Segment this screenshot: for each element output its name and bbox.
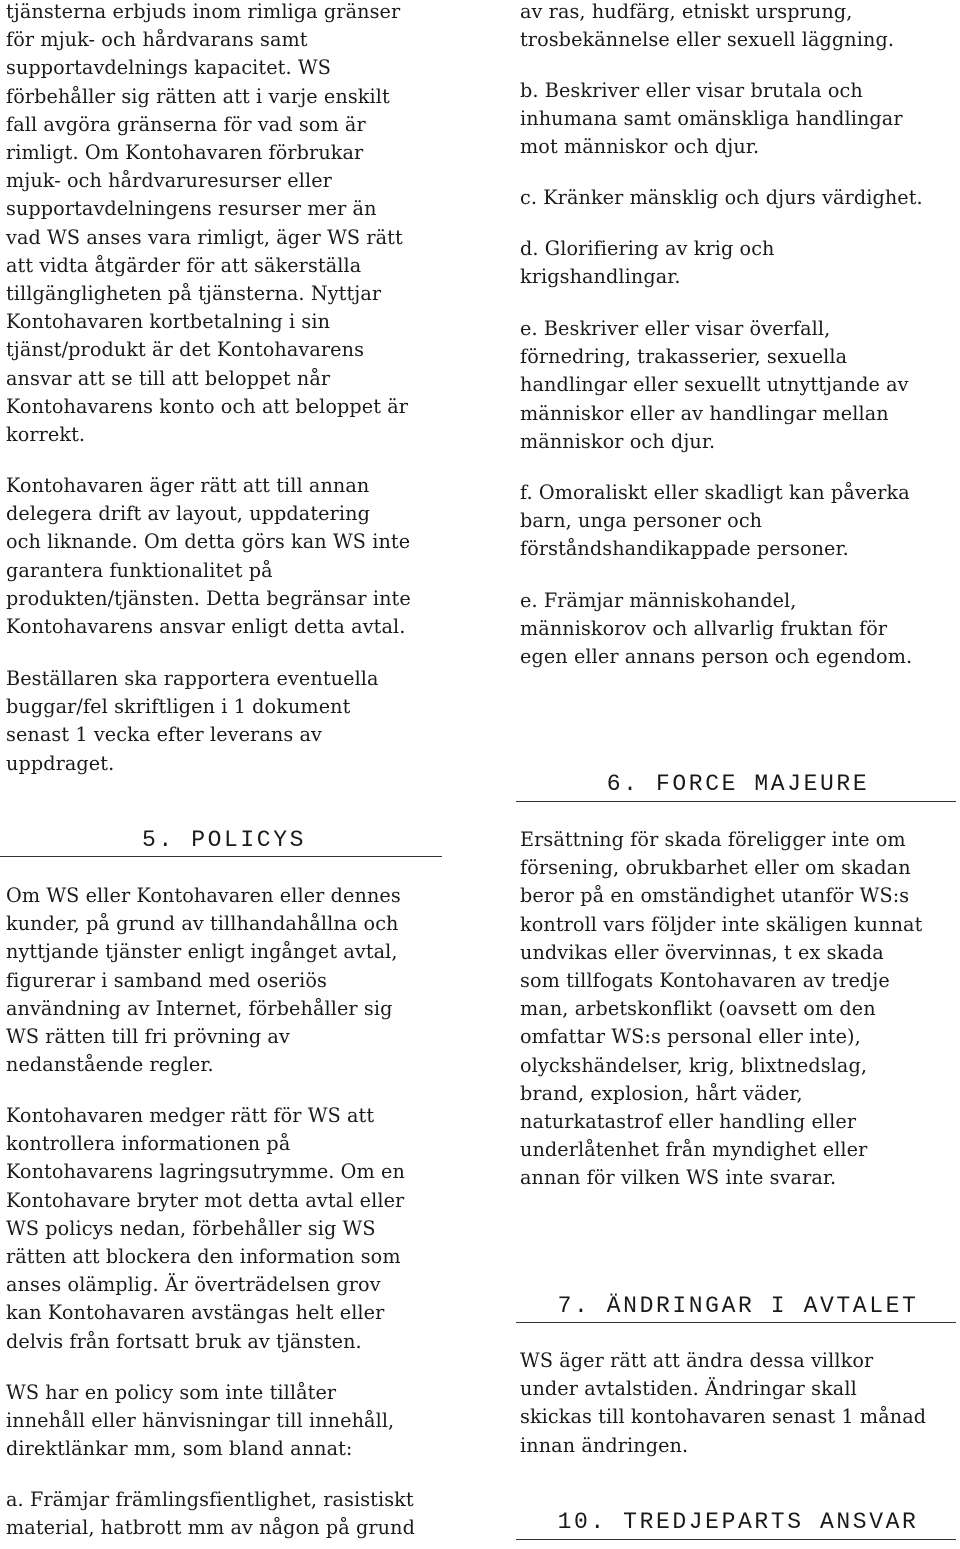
list-item-a-continued: av ras, hudfärg, etniskt ursprung, trosbekännelse eller sexuell läggning. [520, 0, 895, 52]
paragraph-resource-limits: tjänsterna erbjuds inom rimliga gränser för mjuk- och hårdvarans samt supportavdelnings kapacitet. WS förbehåller sig rätten att i varje enskilt fall avgöra gränserna för vad som är rimligt. Om Kontohavaren förbrukar mjuk- och hårdvaruresurser eller supportavdelningens resurser mer än vad WS anses vara rimligt, äger WS rätt att vidta åtgärder för att säkerställa tillgängligheten på tjänsterna. Nyttjar Kontohavaren kortbetalning i sin tjänst/produkt är det Kontohavarens ansvar att se till att beloppet når Kontohavarens konto och att beloppet är korrekt. [6, 0, 409, 447]
heading-underline [516, 1322, 956, 1323]
paragraph-bug-reporting: Beställaren ska rapportera eventuella buggar/fel skriftligen i 1 dokument senast 1 vecka efter leverans av uppdraget. [6, 667, 379, 775]
list-item-c: c. Kränker mänsklig och djurs värdighet. [520, 186, 923, 209]
section-heading-tredjeparts: 10. TREDJEPARTS ANSVAR [557, 1509, 919, 1535]
section-heading-force-majeure: 6. FORCE MAJEURE [606, 771, 870, 797]
list-item-e-second: e. Främjar människohandel, människorov och allvarlig fruktan för egen eller annans person och egendom. [520, 589, 913, 669]
paragraph-force-majeure: Ersättning för skada föreligger inte om försening, obrukbarhet eller om skadan beror på en omständighet utanför WS:s kontroll vars följder inte skäligen kunnat undvikas eller övervinnas, t ex skada som tillfogats Kontohavaren av tredje man, arbetskonflikt (oavsett om den omfattar WS:s personal eller inte), olyckshändelser, krig, blixtnedslag, brand, explosion, hårt väder, naturkatastrof eller handling eller underlåtenhet från myndighet eller annan för vilken WS inte svarar. [520, 828, 923, 1190]
paragraph-storage-control: Kontohavaren medger rätt för WS att kontrollera informationen på Kontohavarens lagringsutrymme. Om en Kontohavare bryter mot detta avtal eller WS policys nedan, förbehåller sig WS rätten att blockera den information som anses olämplig. Är överträdelsen grov kan Kontohavaren avstängas helt eller delvis från fortsatt bruk av tjänsten. [6, 1104, 405, 1353]
heading-underline [516, 1539, 956, 1540]
list-item-b: b. Beskriver eller visar brutala och inhumana samt omänskliga handlingar mot människor och djur. [520, 79, 903, 159]
paragraph-content-policy: WS har en policy som inte tillåter innehåll eller hänvisningar till innehåll, direktlänkar mm, som bland annat: [6, 1381, 395, 1461]
list-item-d: d. Glorifiering av krig och krigshandlingar. [520, 237, 775, 289]
list-item-a: a. Främjar främlingsfientlighet, rasistiskt material, hatbrott mm av någon på grund [6, 1488, 415, 1540]
section-heading-andringar: 7. ÄNDRINGAR I AVTALET [557, 1293, 919, 1319]
section-heading-policys: 5. POLICYS [141, 827, 307, 853]
heading-underline [516, 801, 956, 802]
list-item-e-first: e. Beskriver eller visar överfall, förnedring, trakasserier, sexuella handlingar eller sexuellt utnyttjande av människor eller av handlingar mellan människor och djur. [520, 317, 909, 453]
list-item-f: f. Omoraliskt eller skadligt kan påverka barn, unga personer och förståndshandikappade personer. [520, 481, 910, 561]
heading-underline [0, 856, 442, 857]
paragraph-policy-intro: Om WS eller Kontohavaren eller dennes kunder, på grund av tillhandahållna och nyttjande tjänster enligt ingånget avtal, figurerar i samband med oseriös användning av Internet, förbehåller sig WS rätten till fri prövning av nedanstående regler. [6, 884, 401, 1077]
paragraph-delegation: Kontohavaren äger rätt att till annan delegera drift av layout, uppdatering och liknande. Om detta görs kan WS inte garantera funktionalitet på produkten/tjänsten. Detta begränsar inte Kontohavarens ansvar enligt detta avtal. [6, 474, 411, 639]
paragraph-andringar: WS äger rätt att ändra dessa villkor under avtalstiden. Ändringar skall skickas till kontohavaren senast 1 månad innan ändringen. [520, 1349, 927, 1457]
